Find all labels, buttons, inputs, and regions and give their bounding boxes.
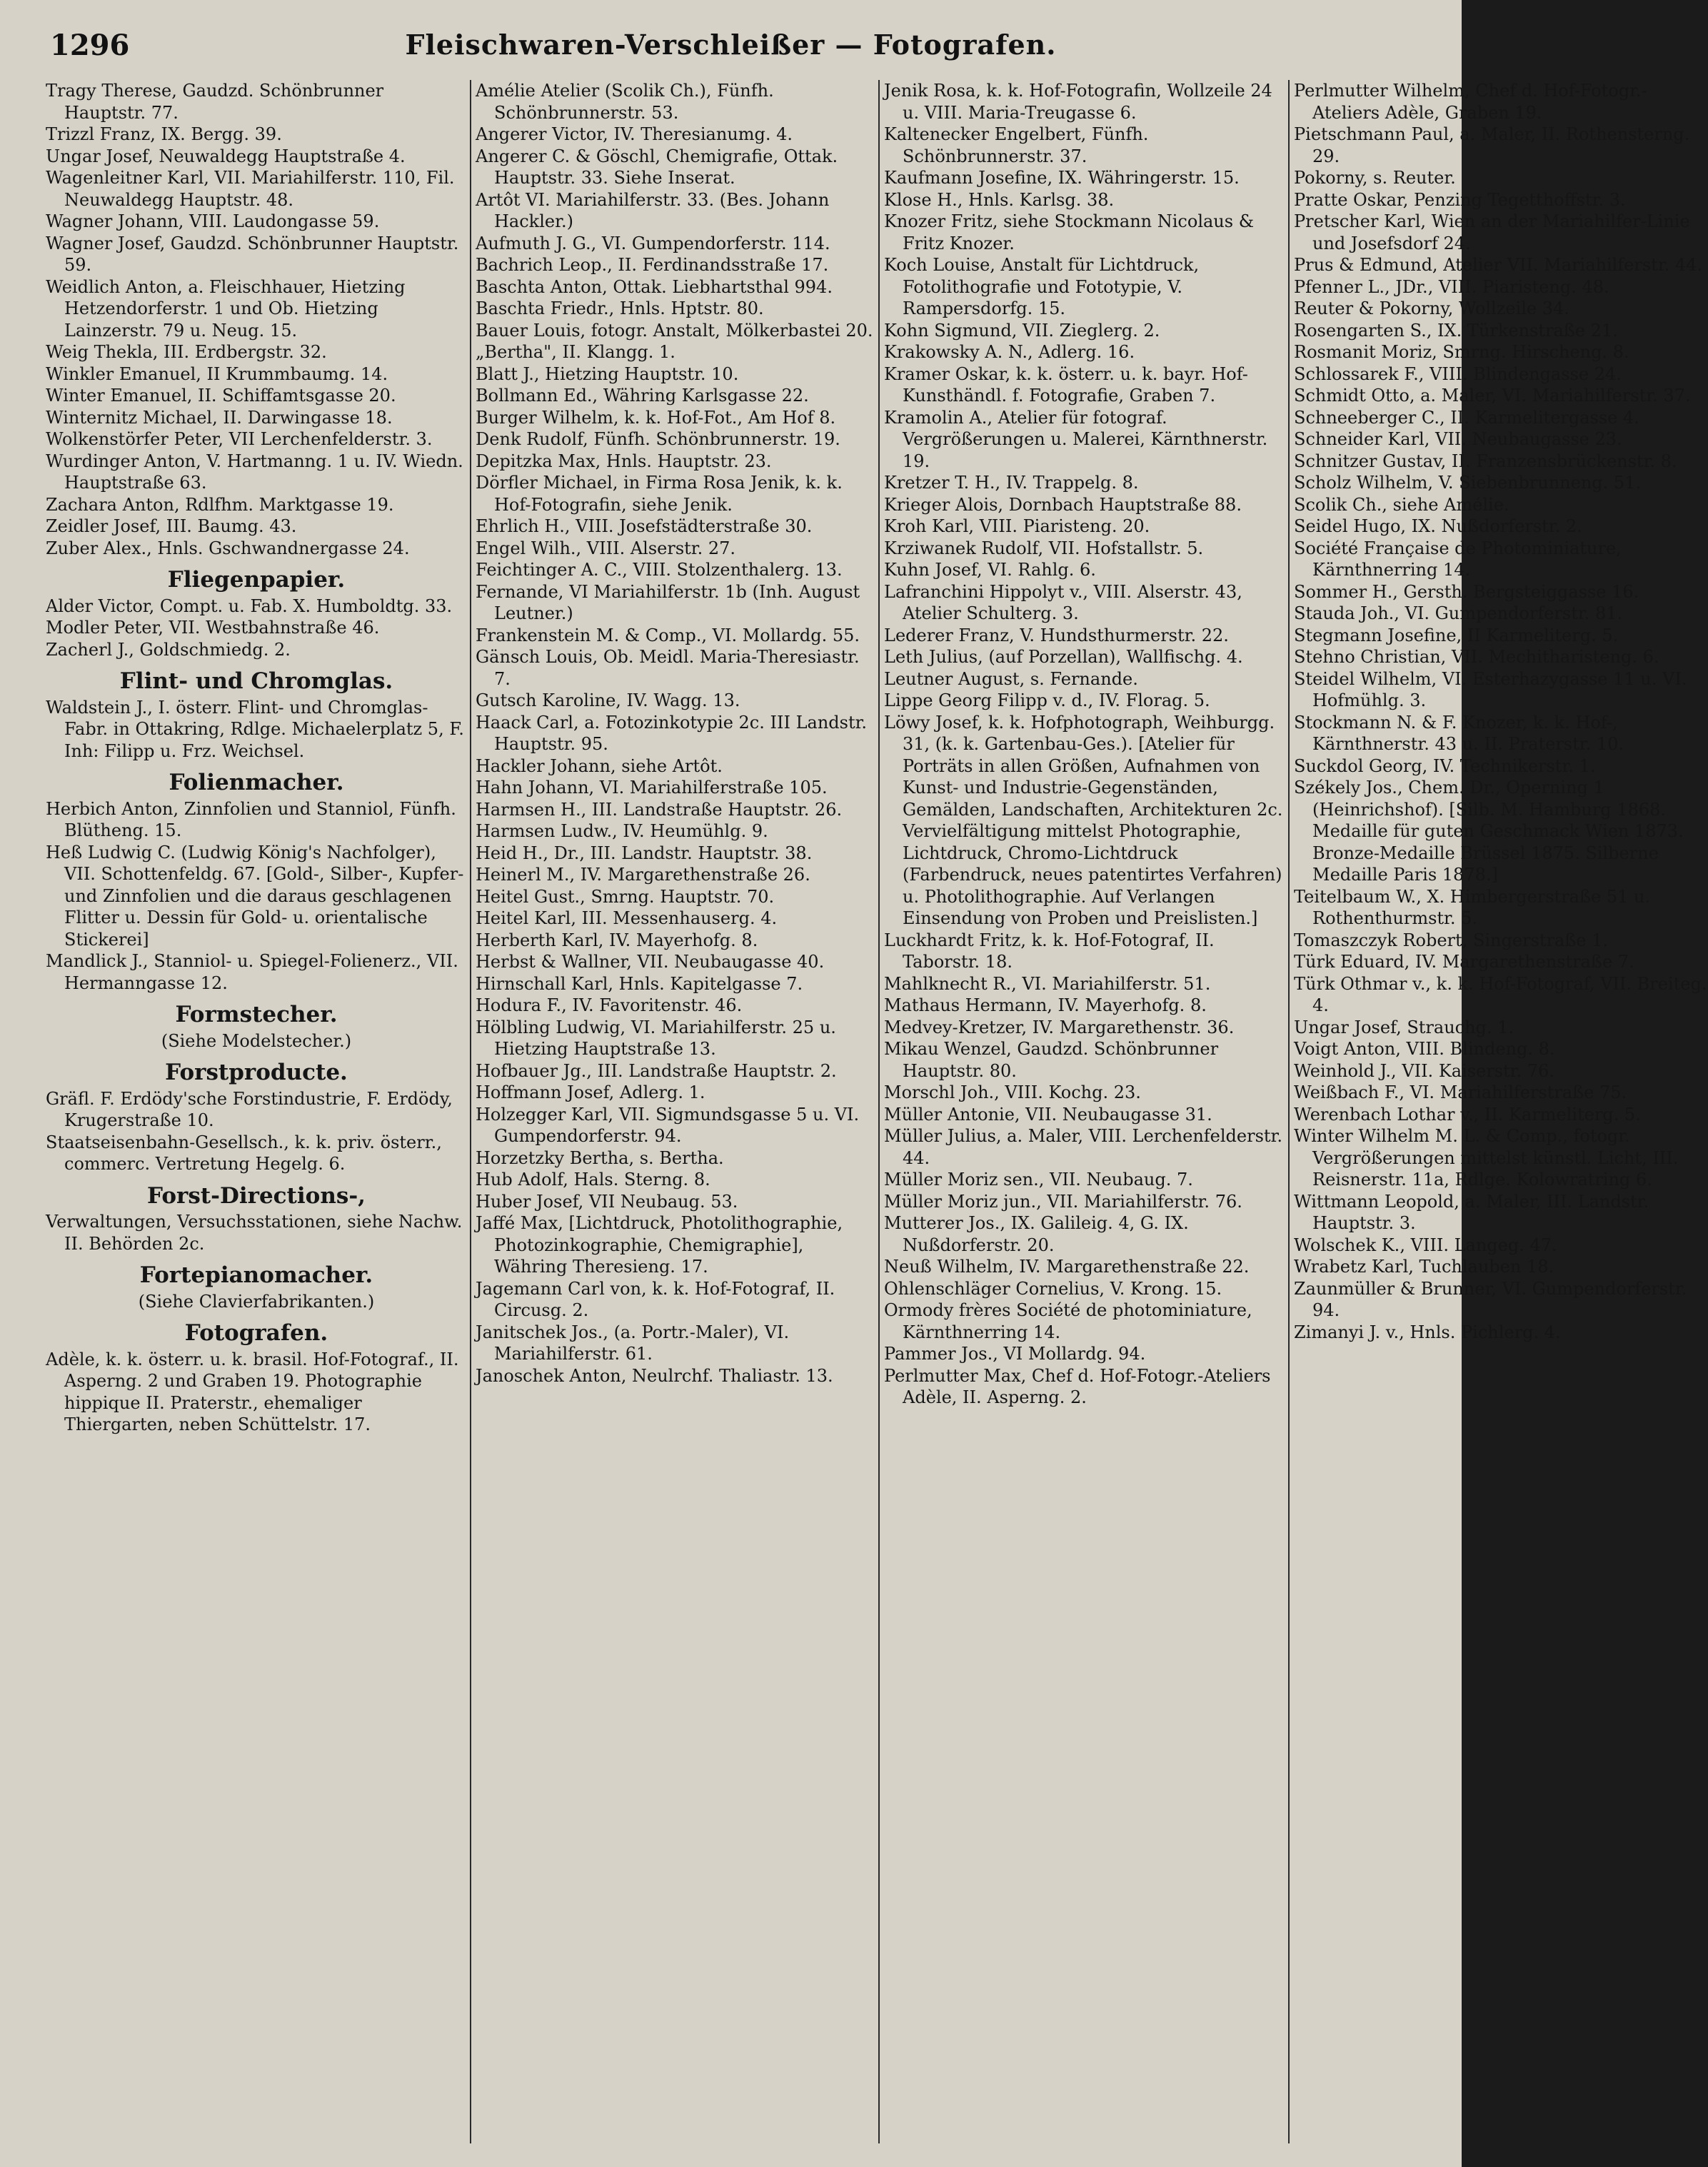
directory-entry: Gänsch Louis, Ob. Meidl. Maria-Theresiastr. 7. (476, 647, 860, 689)
directory-entry: Teitelbaum W., X. Himbergerstraße 51 u. Rothenthurmstr. 5. (1294, 886, 1651, 928)
directory-entry: Krziwanek Rudolf, VII. Hofstallstr. 5. (884, 538, 1204, 558)
directory-entry: Staatseisenbahn-Gesellsch., k. k. priv. österr., commerc. Vertretung Hegelg. 6. (46, 1132, 442, 1174)
directory-entry: Gräfl. F. Erdödy'sche Forstindustrie, F. Erdödy, Krugerstraße 10. (46, 1088, 453, 1130)
directory-entry: Heitel Karl, III. Messenhauserg. 4. (476, 908, 778, 928)
directory-entry: Holzegger Karl, VII. Sigmundsgasse 5 u. VI. Gumpendorferstr. 94. (476, 1104, 860, 1146)
directory-entry: Wrabetz Karl, Tuchlauben 18. (1294, 1257, 1554, 1277)
directory-entry: Voigt Anton, VIII. Blindeng. 8. (1294, 1039, 1555, 1059)
directory-entry: „Bertha", II. Klangg. 1. (476, 342, 675, 362)
section-heading: Formstecher. (175, 1002, 338, 1027)
directory-entry: Kramolin A., Atelier für fotograf. Vergrößerungen u. Malerei, Kärnthnerstr. 19. (884, 407, 1268, 471)
directory-entry: Rosengarten S., IX. Türkenstraße 21. (1294, 320, 1618, 341)
directory-entry: Scolik Ch., siehe Amélie. (1294, 494, 1509, 515)
directory-entry: Perlmutter Wilhelm, Chef d. Hof-Fotogr.-Ateliers Adèle, Graben 19. (1294, 81, 1647, 123)
directory-entry: Bachrich Leop., II. Ferdinandsstraße 17. (476, 255, 829, 275)
directory-entry: Fernande, VI Mariahilferstr. 1b (Inh. August Leutner.) (476, 581, 860, 623)
directory-entry: Bollmann Ed., Währing Karlsgasse 22. (476, 386, 809, 406)
directory-entry: Wagner Johann, VIII. Laudongasse 59. (46, 211, 380, 231)
directory-entry: Ohlenschläger Cornelius, V. Krong. 15. (884, 1278, 1222, 1299)
directory-entry: Adèle, k. k. österr. u. k. brasil. Hof-Fotograf., II. Asperng. 2 und Graben 19. Photographie hippique II. Praterstr., ehemaliger Thiergarten, neben Schüttelstr. 17. (46, 1349, 459, 1434)
directory-entry: Engel Wilh., VIII. Alserstr. 27. (476, 538, 736, 558)
directory-entry: Amélie Atelier (Scolik Ch.), Fünfh. Schönbrunnerstr. 53. (476, 81, 774, 123)
directory-entry: Société Française de Photominiature, Kärnthnerring 14. (1294, 538, 1622, 580)
directory-entry: Hofbauer Jg., III. Landstraße Hauptstr. 2. (476, 1060, 837, 1081)
column-rule (470, 80, 471, 2143)
directory-entry: Bauer Louis, fotogr. Anstalt, Mölkerbastei 20. (476, 320, 873, 341)
directory-entry: Schneeberger C., II. Karmelitergasse 4. (1294, 407, 1639, 428)
directory-entry: Löwy Josef, k. k. Hofphotograph, Weihburgg. 31, (k. k. Gartenbau-Ges.). [Atelier für Porträts in allen Größen, Aufnahmen von Kunst- und Industrie-Gegenständen, Gemälden, Landschaften, Architekturen 2c. Vervielfältigung mittelst Photographie, Lichtdruck, Chromo-Lichtdruck (Farbendruck, neues patentirtes Verfahren) u. Photolithographie. Auf Verlangen Einsendung von Proben und Preislisten.] (884, 712, 1283, 928)
directory-entry: Janoschek Anton, Neulrchf. Thaliastr. 13. (476, 1365, 833, 1386)
directory-entry: Ungar Josef, Neuwaldegg Hauptstraße 4. (46, 146, 406, 166)
directory-entry: Steidel Wilhelm, VI. Esterhazygasse 11 u. VI. Hofmühlg. 3. (1294, 668, 1687, 710)
directory-entry: Kroh Karl, VIII. Piaristeng. 20. (884, 516, 1150, 536)
section-heading: Fortepianomacher. (139, 1262, 373, 1288)
directory-entry: Hodura F., IV. Favoritenstr. 46. (476, 995, 743, 1015)
directory-entry: Székely Jos., Chem. Dr., Operning 1 (Heinrichshof). [Silb. M. Hamburg 1868. Medaille für guten Geschmack Wien 1873. Bronze-Medaille Brüssel 1875. Silberne Medaille Paris 1878.] (1294, 778, 1684, 885)
directory-entry: Gutsch Karoline, IV. Wagg. 13. (476, 690, 740, 710)
directory-entry: Artôt VI. Mariahilferstr. 33. (Bes. Johann Hackler.) (476, 189, 830, 231)
directory-entry: Wolkenstörfer Peter, VII Lerchenfelderstr. 3. (46, 429, 433, 449)
directory-entry: Waldstein J., I. österr. Flint- und Chromglas-Fabr. in Ottakring, Rdlge. Michaelerplatz 5, F. Inh: Filipp u. Frz. Weichsel. (46, 697, 464, 761)
directory-entry: Ormody frères Société de photominiature, Kärnthnerring 14. (884, 1300, 1252, 1342)
directory-entry: Türk Eduard, IV. Margarethenstraße 7. (1294, 952, 1634, 972)
directory-entry: Reuter & Pokorny, Wollzeile 34. (1294, 298, 1569, 318)
directory-entry: Mathaus Hermann, IV. Mayerhofg. 8. (884, 995, 1207, 1015)
directory-entry: Angerer Victor, IV. Theresianumg. 4. (476, 124, 793, 144)
directory-entry: Wolschek K., VIII. Langeg. 47. (1294, 1235, 1557, 1255)
directory-entry: Herbich Anton, Zinnfolien und Stanniol, Fünfh. Blütheng. 15. (46, 798, 456, 840)
directory-entry: Zaunmüller & Brunner, VI. Gumpendorferstr. 94. (1294, 1278, 1687, 1320)
directory-entry: Pietschmann Paul, a. Maler, II. Rothensterng. 29. (1294, 124, 1690, 166)
directory-entry: Scholz Wilhelm, V. Siebenbrunneng. 51. (1294, 473, 1642, 493)
directory-entry: Luckhardt Fritz, k. k. Hof-Fotograf, II. Taborstr. 18. (884, 930, 1215, 972)
directory-entry: Lederer Franz, V. Hundsthurmerstr. 22. (884, 625, 1229, 645)
column-2 (476, 80, 875, 2151)
directory-entry: Winkler Emanuel, II Krummbaumg. 14. (46, 363, 388, 384)
directory-entry: Pfenner L., JDr., VIII. Piaristeng. 48. (1294, 276, 1609, 297)
directory-entry: Stockmann N. & F. Knozer, k. k. Hof-, Kärnthnerstr. 43 u. II. Praterstr. 10. (1294, 712, 1624, 754)
directory-entry: Leth Julius, (auf Porzellan), Wallfischg. 4. (884, 647, 1243, 667)
directory-entry: Zachara Anton, Rdlfhm. Marktgasse 19. (46, 494, 394, 515)
directory-entry: Tomaszczyk Robert, Singerstraße 1. (1294, 930, 1609, 950)
directory-entry: Jagemann Carl von, k. k. Hof-Fotograf, II. Circusg. 2. (476, 1278, 835, 1320)
column-rule (878, 80, 880, 2143)
directory-entry: Kramer Oskar, k. k. österr. u. k. bayr. Hof-Kunsthändl. f. Fotografie, Graben 7. (884, 363, 1248, 406)
directory-entry: Weinhold J., VII. Kaiserstr. 76. (1294, 1060, 1554, 1081)
directory-entry: Perlmutter Max, Chef d. Hof-Fotogr.-Ateliers Adèle, II. Asperng. 2. (884, 1365, 1271, 1407)
section-heading: Fliegenpapier. (167, 567, 346, 593)
directory-entry: Hölbling Ludwig, VI. Mariahilferstr. 25 u. Hietzing Hauptstraße 13. (476, 1017, 836, 1059)
directory-entry: Harmsen H., III. Landstraße Hauptstr. 26. (476, 799, 843, 820)
column-4 (1294, 80, 1708, 2151)
directory-entry: Burger Wilhelm, k. k. Hof-Fot., Am Hof 8. (476, 407, 836, 428)
directory-entry: Wittmann Leopold, a. Maler, III. Landstr. Hauptstr. 3. (1294, 1191, 1649, 1233)
directory-entry: Tragy Therese, Gaudzd. Schönbrunner Hauptstr. 77. (46, 81, 384, 123)
directory-entry: Aufmuth J. G., VI. Gumpendorferstr. 114. (476, 233, 830, 253)
directory-entry: Herbst & Wallner, VII. Neubaugasse 40. (476, 952, 825, 972)
directory-entry: Janitschek Jos., (a. Portr.-Maler), VI. Mariahilferstr. 61. (476, 1322, 790, 1364)
section-note: (Siehe Clavierfabrikanten.) (138, 1291, 375, 1312)
section-note: (Siehe Modelstecher.) (161, 1030, 352, 1051)
directory-entry: Heitel Gust., Smrng. Hauptstr. 70. (476, 886, 775, 907)
directory-entry: Zeidler Josef, III. Baumg. 43. (46, 516, 297, 536)
directory-entry: Schnitzer Gustav, II. Franzensbrückenstr. 8. (1294, 451, 1677, 471)
directory-entry: Kohn Sigmund, VII. Zieglerg. 2. (884, 320, 1160, 341)
directory-entry: Hoffmann Josef, Adlerg. 1. (476, 1082, 705, 1102)
directory-entry: Feichtinger A. C., VIII. Stolzenthalerg. 13. (476, 560, 843, 580)
directory-entry: Prus & Edmund, Atelier VII. Mariahilferstr. 44. (1294, 255, 1703, 275)
directory-entry: Mutterer Jos., IX. Galileig. 4, G. IX. Nußdorferstr. 20. (884, 1213, 1189, 1255)
directory-entry: Verwaltungen, Versuchsstationen, siehe Nachw. II. Behörden 2c. (46, 1212, 463, 1254)
column-rule (1288, 80, 1290, 2143)
directory-entry: Frankenstein M. & Comp., VI. Mollardg. 55. (476, 625, 860, 645)
directory-entry: Klose H., Hnls. Karlsg. 38. (884, 189, 1115, 210)
directory-entry: Müller Moriz jun., VII. Mariahilferstr. 76. (884, 1191, 1242, 1212)
directory-entry: Depitzka Max, Hnls. Hauptstr. 23. (476, 451, 772, 471)
directory-entry: Jenik Rosa, k. k. Hof-Fotografin, Wollzeile 24 u. VIII. Maria-Treugasse 6. (884, 81, 1272, 123)
directory-entry: Krieger Alois, Dornbach Hauptstraße 88. (884, 494, 1242, 515)
directory-entry: Heß Ludwig C. (Ludwig König's Nachfolger), VII. Schottenfeldg. 67. [Gold-, Silber-, Kupfer- und Zinnfolien und die daraus geschlagenen Flitter u. Dessin für Gold- u. orientalische Stickerei] (46, 842, 464, 950)
directory-entry: Dörfler Michael, in Firma Rosa Jenik, k. k. Hof-Fotografin, siehe Jenik. (476, 473, 843, 515)
directory-entry: Werenbach Lothar v., II. Karmeliterg. 5. (1294, 1104, 1641, 1125)
section-heading: Forst-Directions-, (147, 1182, 366, 1209)
directory-entry: Seidel Hugo, IX. Nußdorferstr. 2. (1294, 516, 1582, 536)
directory-entry: Kuhn Josef, VI. Rahlg. 6. (884, 560, 1096, 580)
directory-entry: Morschl Joh., VIII. Kochg. 23. (884, 1082, 1141, 1102)
directory-entry: Zuber Alex., Hnls. Gschwandnergasse 24. (46, 538, 410, 558)
directory-entry: Suckdol Georg, IV. Technikerstr. 1. (1294, 755, 1596, 776)
column-1 (46, 80, 467, 2151)
directory-entry: Heid H., Dr., III. Landstr. Hauptstr. 38. (476, 843, 813, 863)
directory-entry: Harmsen Ludw., IV. Heumühlg. 9. (476, 821, 768, 841)
directory-entry: Wagenleitner Karl, VII. Mariahilferstr. 110, Fil. Neuwaldegg Hauptstr. 48. (46, 168, 455, 210)
directory-entry: Winternitz Michael, II. Darwingasse 18. (46, 407, 393, 428)
directory-entry: Stehno Christian, VII. Mechitharisteng. 6. (1294, 647, 1659, 667)
directory-entry: Hirnschall Karl, Hnls. Kapitelgasse 7. (476, 973, 803, 994)
directory-entry: Sommer H., Gersth. Bergsteiggasse 16. (1294, 581, 1639, 602)
directory-entry: Baschta Anton, Ottak. Liebhartsthal 994. (476, 276, 833, 297)
directory-entry: Trizzl Franz, IX. Bergg. 39. (46, 124, 282, 144)
directory-entry: Jaffé Max, [Lichtdruck, Photolithographie, Photozinkographie, Chemigraphie], Währing Theresieng. 17. (476, 1213, 843, 1277)
directory-entry: Alder Victor, Compt. u. Fab. X. Humboldtg. 33. (46, 595, 453, 616)
directory-entry: Haack Carl, a. Fotozinkotypie 2c. III Landstr. Hauptstr. 95. (476, 712, 868, 754)
page-title: Fleischwaren-Verschleißer — Fotografen. (405, 29, 1057, 61)
directory-entry: Lippe Georg Filipp v. d., IV. Florag. 5. (884, 690, 1210, 710)
directory-entry: Angerer C. & Göschl, Chemigrafie, Ottak. Hauptstr. 33. Siehe Inserat. (476, 146, 838, 188)
directory-entry: Pammer Jos., VI Mollardg. 94. (884, 1344, 1146, 1364)
directory-entry: Kaltenecker Engelbert, Fünfh. Schönbrunnerstr. 37. (884, 124, 1149, 166)
directory-entry: Mahlknecht R., VI. Mariahilferstr. 51. (884, 973, 1211, 994)
directory-entry: Müller Julius, a. Maler, VIII. Lerchenfelderstr. 44. (884, 1126, 1282, 1168)
section-heading: Folienmacher. (169, 770, 344, 795)
directory-entry: Horzetzky Bertha, s. Bertha. (476, 1147, 724, 1168)
directory-entry: Kretzer T. H., IV. Trappelg. 8. (884, 473, 1139, 493)
directory-entry: Heinerl M., IV. Margarethenstraße 26. (476, 865, 810, 885)
directory-entry: Herberth Karl, IV. Mayerhofg. 8. (476, 930, 758, 950)
directory-entry: Hub Adolf, Hals. Sterng. 8. (476, 1170, 710, 1190)
directory-entry: Leutner August, s. Fernande. (884, 668, 1138, 689)
directory-entry: Winter Emanuel, II. Schiffamtsgasse 20. (46, 386, 396, 406)
directory-entry: Schmidt Otto, a. Maler, VI. Mariahilferstr. 37. (1294, 386, 1691, 406)
directory-entry: Schneider Karl, VII. Neubaugasse 23. (1294, 429, 1622, 449)
directory-entry: Mandlick J., Stanniol- u. Spiegel-Folienerz., VII. Hermanngasse 12. (46, 951, 458, 993)
directory-entry: Weidlich Anton, a. Fleischhauer, Hietzing Hetzendorferstr. 1 und Ob. Hietzing Lainzerstr. 79 u. Neug. 15. (46, 276, 406, 341)
directory-entry: Stauda Joh., VI. Gumpendorferstr. 81. (1294, 603, 1623, 623)
page-number: 1296 (50, 29, 130, 62)
directory-entry: Blatt J., Hietzing Hauptstr. 10. (476, 363, 739, 384)
directory-entry: Winter Wilhelm M. L. & Comp., fotogr. Vergrößerungen mittelst künstl. Licht, III. Reisnerstr. 11a, Rdlge. Kolowratring 6. (1294, 1126, 1679, 1190)
directory-entry: Hackler Johann, siehe Artôt. (476, 755, 723, 776)
column-3 (884, 80, 1285, 2151)
directory-entry: Knozer Fritz, siehe Stockmann Nicolaus & Fritz Knozer. (884, 211, 1255, 253)
directory-entry: Stegmann Josefine, II Karmeliterg. 5. (1294, 625, 1619, 645)
directory-entry: Schlossarek F., VIII. Blindengasse 24. (1294, 363, 1622, 384)
directory-entry: Baschta Friedr., Hnls. Hptstr. 80. (476, 298, 764, 318)
directory-entry: Lafranchini Hippolyt v., VIII. Alserstr. 43, Atelier Schulterg. 3. (884, 581, 1242, 623)
section-heading: Forstproducte. (165, 1060, 348, 1085)
directory-entry: Huber Josef, VII Neubaug. 53. (476, 1191, 738, 1212)
directory-entry: Rosmanit Moriz, Smrng. Hirscheng. 8. (1294, 342, 1629, 362)
directory-entry: Weig Thekla, III. Erdbergstr. 32. (46, 342, 327, 362)
directory-entry: Ungar Josef, Strauchg. 1. (1294, 1017, 1514, 1037)
directory-entry: Pratte Oskar, Penzing Tegetthoffstr. 3. (1294, 189, 1626, 210)
directory-entry: Wurdinger Anton, V. Hartmanng. 1 u. IV. Wiedn. Hauptstraße 63. (46, 451, 463, 493)
directory-entry: Koch Louise, Anstalt für Lichtdruck, Fotolithografie und Fototypie, V. Rampersdorfg. 15. (884, 255, 1200, 318)
directory-entry: Weißbach F., VI. Mariahilferstraße 75. (1294, 1082, 1627, 1102)
section-heading: Fotografen. (184, 1320, 328, 1346)
directory-entry: Pretscher Karl, Wien an der Mariahilfer-Linie und Josefsdorf 24. (1294, 211, 1690, 253)
directory-entry: Medvey-Kretzer, IV. Margarethenstr. 36. (884, 1017, 1235, 1037)
directory-entry: Mikau Wenzel, Gaudzd. Schönbrunner Hauptstr. 80. (884, 1039, 1219, 1081)
directory-entry: Zacherl J., Goldschmiedg. 2. (46, 639, 291, 660)
directory-entry: Modler Peter, VII. Westbahnstraße 46. (46, 618, 380, 638)
directory-entry: Denk Rudolf, Fünfh. Schönbrunnerstr. 19. (476, 429, 840, 449)
directory-entry: Kaufmann Josefine, IX. Währingerstr. 15. (884, 168, 1240, 188)
directory-entry: Müller Moriz sen., VII. Neubaug. 7. (884, 1170, 1193, 1190)
directory-entry: Zimanyi J. v., Hnls. Pichlerg. 4. (1294, 1322, 1561, 1342)
directory-entry: Türk Othmar v., k. k. Hof-Fotograf, VII. Breiteg. 4. (1294, 973, 1707, 1015)
section-heading: Flint- und Chromglas. (119, 668, 393, 694)
directory-entry: Pokorny, s. Reuter. (1294, 168, 1456, 188)
directory-entry: Müller Antonie, VII. Neubaugasse 31. (884, 1104, 1212, 1125)
directory-entry: Hahn Johann, VI. Mariahilferstraße 105. (476, 778, 828, 798)
directory-entry: Ehrlich H., VIII. Josefstädterstraße 30. (476, 516, 813, 536)
directory-entry: Neuß Wilhelm, IV. Margarethenstraße 22. (884, 1257, 1250, 1277)
directory-entry: Krakowsky A. N., Adlerg. 16. (884, 342, 1135, 362)
directory-entry: Wagner Josef, Gaudzd. Schönbrunner Hauptstr. 59. (46, 233, 459, 275)
